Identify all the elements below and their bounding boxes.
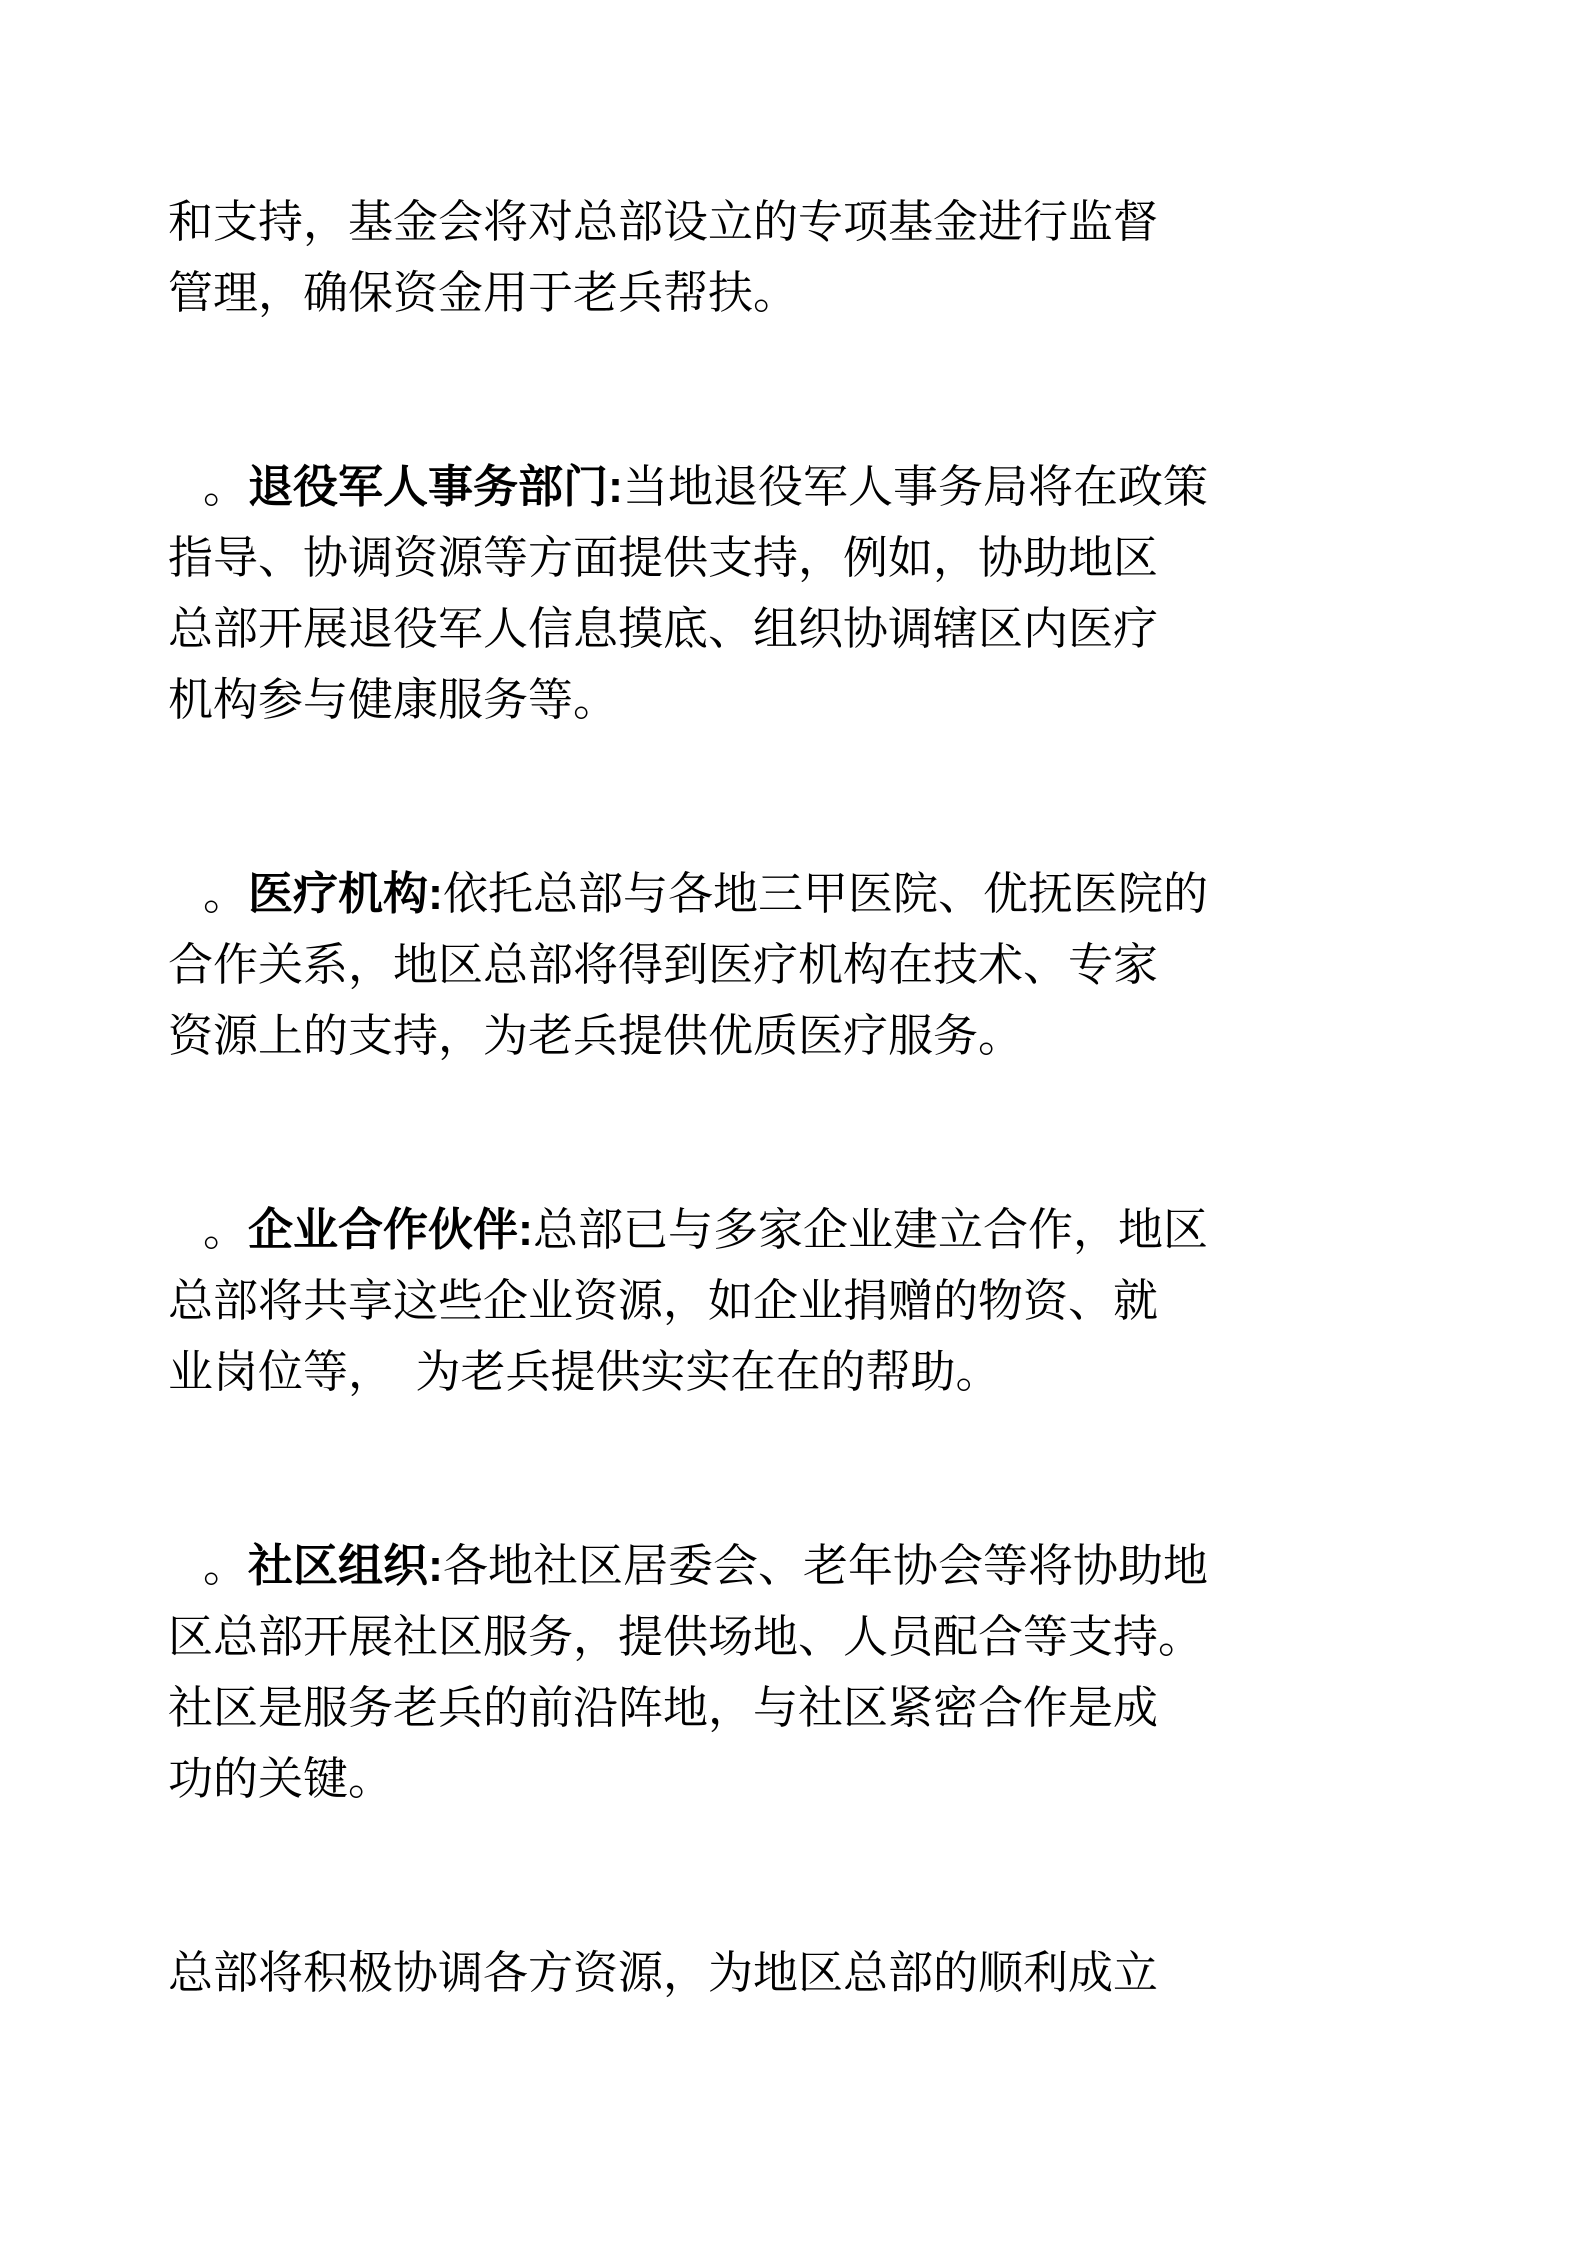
paragraph-text: 总部已与多家企业建立合作，地区 [533, 1204, 1209, 1255]
paragraph [168, 186, 1498, 328]
paragraph-line: 总部将积极协调各方资源，为地区总部的顺利成立 [168, 1947, 1159, 1998]
paragraph-line: 总部将共享这些企业资源，如企业捐赠的物资、就 [168, 1275, 1159, 1326]
paragraph [168, 1194, 1498, 1407]
paragraph-line: 总部开展退役军人信息摸底、组织协调辖区内医疗 [168, 603, 1159, 654]
paragraph-line: 合作关系，地区总部将得到医疗机构在技术、专家 [168, 939, 1159, 990]
paragraph [168, 451, 1498, 735]
paragraph-line: 管理，确保资金用于老兵帮扶。 [168, 267, 799, 318]
paragraph [168, 1530, 1498, 1814]
paragraph-line: 和支持，基金会将对总部设立的专项基金进行监督 [168, 196, 1159, 247]
paragraph-label: 退役军人事务部门: [248, 461, 624, 512]
paragraph-line [168, 858, 1498, 929]
paragraph-line: 功的关键。 [168, 1753, 394, 1804]
document-page [168, 186, 1498, 2008]
paragraph-label: 社区组织: [248, 1540, 444, 1591]
bullet-marker: 。 [203, 868, 249, 919]
bullet-marker: 。 [203, 1540, 249, 1591]
paragraph-label: 企业合作伙伴: [248, 1204, 534, 1255]
paragraph-line: 区总部开展社区服务，提供场地、人员配合等支持。 [168, 1611, 1204, 1662]
bullet-marker: 。 [203, 1204, 249, 1255]
paragraph-line: 业岗位等， 为老兵提供实实在在的帮助。 [168, 1346, 1001, 1397]
paragraph [168, 858, 1498, 1071]
paragraph-text: 当地退役军人事务局将在政策 [623, 461, 1209, 512]
paragraph-line [168, 1194, 1498, 1265]
paragraph-text: 各地社区居委会、老年协会等将协助地 [443, 1540, 1209, 1591]
bullet-marker: 。 [203, 461, 249, 512]
paragraph-label: 医疗机构: [248, 868, 444, 919]
paragraph-line [168, 451, 1498, 522]
paragraph-line: 机构参与健康服务等。 [168, 674, 619, 725]
paragraph [168, 1937, 1498, 2008]
paragraph-line: 指导、协调资源等方面提供支持，例如，协助地区 [168, 532, 1159, 583]
paragraph-line: 资源上的支持，为老兵提供优质医疗服务。 [168, 1010, 1024, 1061]
paragraph-text: 依托总部与各地三甲医院、优抚医院的 [443, 868, 1209, 919]
paragraph-line [168, 1530, 1498, 1601]
paragraph-line: 社区是服务老兵的前沿阵地，与社区紧密合作是成 [168, 1682, 1159, 1733]
